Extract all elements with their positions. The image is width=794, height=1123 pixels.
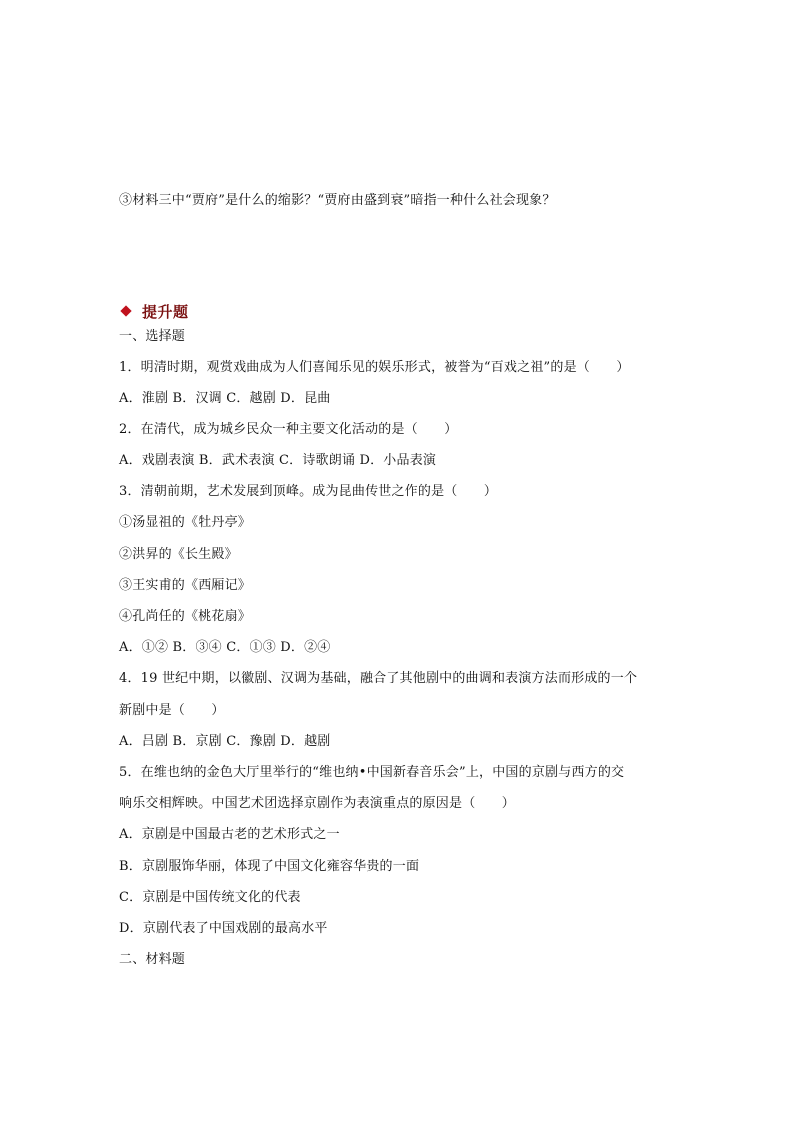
question-option: D．京剧代表了中国戏剧的最高水平 bbox=[119, 921, 328, 936]
diamond-icon bbox=[120, 305, 131, 316]
question-line: 响乐交相辉映。中国艺术团选择京剧作为表演重点的原因是（ ） bbox=[119, 796, 516, 811]
list-item: ①汤显祖的《牡丹亭》 bbox=[119, 515, 252, 530]
question-options: A．吕剧 B．京剧 C．豫剧 D．越剧 bbox=[119, 734, 331, 749]
question-options: A．淮剧 B．汉调 C．越剧 D．昆曲 bbox=[119, 391, 331, 406]
list-item: ③王实甫的《西厢记》 bbox=[119, 578, 252, 593]
question-line: 3．清朝前期，艺术发展到顶峰。成为昆曲传世之作的是（ ） bbox=[119, 484, 498, 499]
question-line: 新剧中是（ ） bbox=[119, 703, 225, 718]
list-item: ②洪昇的《长生殿》 bbox=[119, 547, 238, 562]
material-question-3: ③材料三中“贾府”是什么的缩影？“贾府由盛到衰”暗指一种什么社会现象？ bbox=[119, 193, 556, 208]
question-line: 5．在维也纳的金色大厅里举行的“维也纳•中国新春音乐会”上，中国的京剧与西方的交 bbox=[119, 765, 625, 780]
section-title: 提升题 bbox=[142, 302, 189, 321]
question-line: 4．19 世纪中期，以徽剧、汉调为基础，融合了其他剧中的曲调和表演方法而形成的一个 bbox=[119, 671, 638, 686]
question-options: A．①② B．③④ C．①③ D．②④ bbox=[119, 640, 331, 655]
question-option: B．京剧服饰华丽，体现了中国文化雍容华贵的一面 bbox=[119, 859, 420, 874]
list-item: ④孔尚任的《桃花扇》 bbox=[119, 609, 252, 624]
question-option: A．京剧是中国最古老的艺术形式之一 bbox=[119, 827, 340, 842]
question-line: 2．在清代，成为城乡民众一种主要文化活动的是（ ） bbox=[119, 422, 458, 437]
question-option: C．京剧是中国传统文化的代表 bbox=[119, 890, 301, 905]
question-line: 1．明清时期，观赏戏曲成为人们喜闻乐见的娱乐形式，被誉为“百戏之祖”的是（ ） bbox=[119, 360, 630, 375]
part2-heading: 二、材料题 bbox=[119, 952, 186, 967]
section-header bbox=[119, 300, 189, 322]
part1-heading: 一、选择题 bbox=[119, 329, 186, 344]
question-options: A．戏剧表演 B．武术表演 C．诗歌朗诵 D．小品表演 bbox=[119, 453, 437, 468]
